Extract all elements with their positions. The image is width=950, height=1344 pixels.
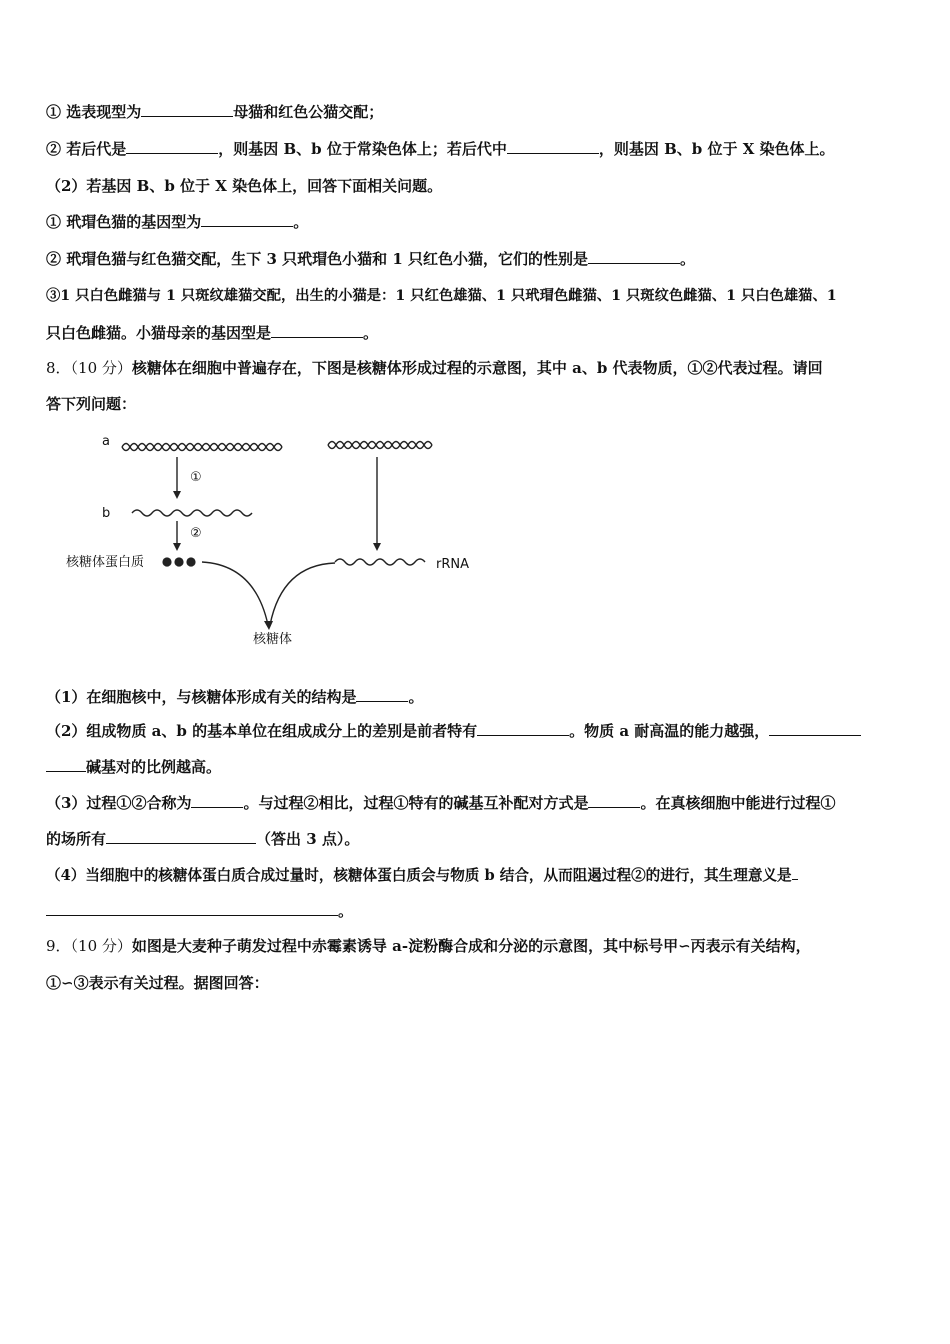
answer-blank[interactable]: [588, 792, 640, 808]
answer-blank[interactable]: [191, 792, 243, 808]
answer-blank[interactable]: [792, 864, 798, 880]
arrowhead-step1: [173, 491, 181, 499]
q8-sub2-line2: 碱基对的比例越高。: [46, 756, 221, 778]
answer-blank[interactable]: [769, 720, 861, 736]
arrowhead-ribosome: [264, 621, 273, 630]
answer-blank[interactable]: [507, 138, 599, 154]
q7-part2-item1: ① 玳瑁色猫的基因型为 。: [46, 213, 309, 231]
q8-sub1: （1）在细胞核中，与核糖体形成有关的结构是 。: [46, 688, 424, 706]
q7-part2-item3-line1: ③1 只白色雌猫与 1 只斑纹雄猫交配，出生的小猫是：1 只红色雄猫、1 只玳瑁色雌猫、1 只斑纹色雌猫、1 只白色雄猫、1: [46, 288, 837, 304]
dna-right-strand2: [328, 442, 432, 449]
dna-a-strand2: [122, 444, 282, 451]
q7-part2-item3-line2: 只白色雌猫。小猫母亲的基因型是 。: [46, 324, 379, 342]
label-ribosome: 核糖体: [253, 632, 293, 647]
arrowhead-rrna: [373, 543, 381, 551]
answer-blank[interactable]: [271, 322, 363, 338]
arrowhead-step2: [173, 543, 181, 551]
q8-sub3-line2: 的场所有 （答出 3 点）。: [46, 830, 360, 848]
q8-stem-line2: 答下列问题：: [46, 395, 137, 413]
q7-part2-item2: ② 玳瑁色猫与红色猫交配，生下 3 只玳瑁色小猫和 1 只红色小猫，它们的性别是 。: [46, 250, 696, 268]
q9-stem-line2: ①∽③表示有关过程。据图回答：: [46, 974, 269, 992]
curve-rrna-to-ribosome: [270, 563, 335, 625]
label-b: b: [102, 506, 111, 521]
answer-blank[interactable]: [588, 248, 680, 264]
protein-dot: [186, 557, 195, 566]
label-step2: ②: [190, 526, 202, 541]
q8-sub4-line2: 。: [46, 900, 353, 922]
answer-blank[interactable]: [141, 101, 233, 117]
q8-sub2: （2）组成物质 a、b 的基本单位在组成成分上的差别是前者特有 。物质 a 耐高温的能力越强，: [46, 720, 861, 742]
question-number: 9．（10 分）: [46, 937, 132, 955]
answer-blank[interactable]: [46, 756, 86, 772]
label-ribosomal-protein: 核糖体蛋白质: [66, 555, 145, 570]
q7-item2: ② 若后代是 ，则基因 B、b 位于常染色体上；若后代中 ，则基因 B、b 位于 X 染色体上。: [46, 140, 835, 158]
answer-blank[interactable]: [201, 211, 293, 227]
question-number: 8．（10 分）: [46, 359, 132, 377]
protein-dot: [174, 557, 183, 566]
diagram-svg: [50, 425, 510, 655]
ribosome-formation-diagram: [50, 425, 510, 655]
mrna-b: [132, 510, 252, 516]
answer-blank[interactable]: [477, 720, 569, 736]
q7-part2-heading: （2）若基因 B、b 位于 X 染色体上，回答下面相关问题。: [46, 177, 443, 195]
q9-stem-line1: 9．（10 分）如图是大麦种子萌发过程中赤霉素诱导 a-淀粉酶合成和分泌的示意图，其中标号甲∽丙表示有关结构，: [46, 937, 811, 955]
answer-blank[interactable]: [126, 138, 218, 154]
label-a: a: [102, 434, 110, 449]
q8-sub4: （4）当细胞中的核糖体蛋白质合成过量时，核糖体蛋白质会与物质 b 结合，从而阻遏过程②的进行，其生理意义是: [46, 864, 798, 887]
q8-stem-line1: 8．（10 分）核糖体在细胞中普遍存在，下图是核糖体形成过程的示意图，其中 a、b 代表物质，①②代表过程。请回: [46, 359, 823, 377]
answer-blank[interactable]: [106, 828, 256, 844]
answer-blank[interactable]: [356, 686, 408, 702]
curve-protein-to-ribosome: [202, 562, 268, 625]
q8-sub3: （3）过程①②合称为 。与过程②相比，过程①特有的碱基互补配对方式是 。在真核细胞中能进行过程①: [46, 794, 836, 812]
answer-blank[interactable]: [46, 900, 338, 916]
protein-dot: [162, 557, 171, 566]
rrna-strand: [335, 559, 425, 565]
q7-item1: ① 选表现型为 母猫和红色公猫交配；: [46, 103, 384, 121]
label-step1: ①: [190, 470, 202, 485]
label-rrna: rRNA: [436, 557, 469, 572]
